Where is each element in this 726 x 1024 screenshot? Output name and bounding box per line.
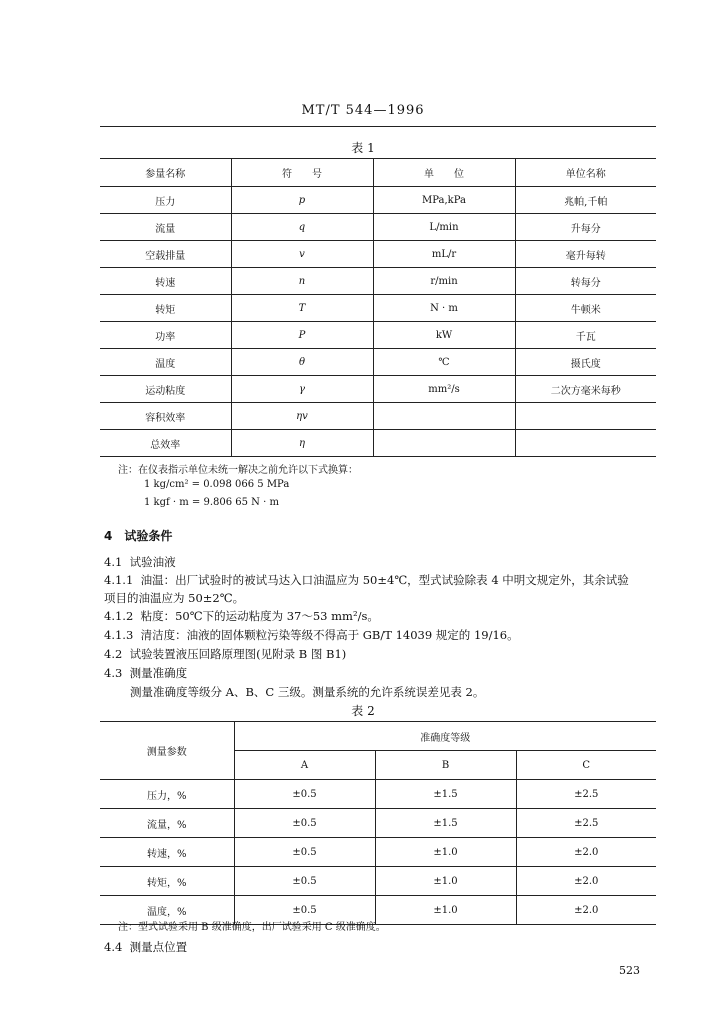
- clause-4-2: [104, 646, 346, 662]
- table-row: [100, 838, 656, 867]
- table1-header-row: [100, 159, 656, 187]
- table2-cell: ±1.0: [375, 867, 516, 896]
- clause-number: 4.4: [104, 940, 123, 954]
- table1-cell: ℃: [373, 349, 515, 376]
- table-row: [100, 214, 656, 241]
- table-row: [100, 780, 656, 809]
- header-rule: [100, 126, 656, 127]
- table1-cell: N · m: [373, 295, 515, 322]
- table1-cell: 运动粘度: [100, 376, 231, 403]
- table1-cell: 转每分: [515, 268, 656, 295]
- table1-cell: η: [231, 430, 373, 457]
- standard-code-header: MT/T 544—1996: [301, 103, 425, 118]
- table1-cell: MPa,kPa: [373, 187, 515, 214]
- table1-cell: [373, 430, 515, 457]
- clause-4-1-1-cont: 项目的油温应为 50±2℃。: [104, 591, 245, 605]
- table1-cell: 二次方毫米每秒: [515, 376, 656, 403]
- clause-number: 4.1.1: [104, 573, 134, 587]
- clause-text: 试验装置液压回路原理图(见附录 B 图 B1): [129, 647, 347, 661]
- table2-cell: ±1.0: [375, 896, 516, 925]
- table2: [100, 721, 656, 925]
- clause-text: 油温：出厂试验时的被试马达入口油温应为 50±4℃，型式试验除表 4 中明文规定外，其余试验: [140, 573, 629, 587]
- clause-text: 粘度：50℃下的运动粘度为 37～53 mm²/s。: [140, 609, 379, 623]
- page-number: 523: [619, 964, 640, 977]
- table1-header-cell: 符 号: [231, 159, 373, 187]
- table1-cell: [373, 403, 515, 430]
- table1-cell: 容积效率: [100, 403, 231, 430]
- table2-cell: ±2.5: [516, 809, 656, 838]
- table1-cell: 转速: [100, 268, 231, 295]
- clause-4-1-2: [104, 608, 379, 624]
- clause-text: 清洁度：油液的固体颗粒污染等级不得高于 GB/T 14039 规定的 19/16。: [140, 628, 519, 642]
- table2-cell: ±2.0: [516, 838, 656, 867]
- table2-cell: 压力，%: [100, 780, 234, 809]
- table1-cell: P: [231, 322, 373, 349]
- table2-cell: ±1.5: [375, 809, 516, 838]
- table2-cell: 温度，%: [100, 896, 234, 925]
- table2-cell: ±0.5: [234, 780, 375, 809]
- clause-number: 4.1.3: [104, 628, 134, 642]
- table-row: [100, 268, 656, 295]
- table1-cell: 毫升每转: [515, 241, 656, 268]
- table1-note: 注：在仪表指示单位未统一解决之前允许以下式换算：: [118, 465, 358, 476]
- table2-cell: 转矩，%: [100, 867, 234, 896]
- table-row: [100, 809, 656, 838]
- table1-cell: mm²/s: [373, 376, 515, 403]
- table2-cell: ±2.0: [516, 896, 656, 925]
- table1-cell: q: [231, 214, 373, 241]
- table-row: [100, 867, 656, 896]
- table1-cell: kW: [373, 322, 515, 349]
- table1-cell: 总效率: [100, 430, 231, 457]
- table-row: [100, 430, 656, 457]
- table1-cell: γ: [231, 376, 373, 403]
- clause-4-3-text: 测量准确度等级分 A、B、C 三级。测量系统的允许系统误差见表 2。: [130, 685, 485, 699]
- clause-4-1: [104, 554, 176, 570]
- table2-cell: ±2.5: [516, 780, 656, 809]
- table1-cell: 升每分: [515, 214, 656, 241]
- clause-4-3: [104, 665, 187, 681]
- table1-cell: v: [231, 241, 373, 268]
- table1-cell: 兆帕,千帕: [515, 187, 656, 214]
- table1-caption: 表 1: [351, 141, 375, 155]
- table1-cell: r/min: [373, 268, 515, 295]
- clause-4-1-1: [104, 572, 629, 588]
- clause-text: 测量准确度: [129, 666, 188, 680]
- clause-text: 试验油液: [129, 555, 176, 569]
- clause-number: 4.1: [104, 555, 123, 569]
- clause-number: 4.2: [104, 647, 123, 661]
- table2-caption: 表 2: [351, 704, 375, 718]
- table2-cell: ±0.5: [234, 838, 375, 867]
- table1-cell: p: [231, 187, 373, 214]
- table1-cell: θ: [231, 349, 373, 376]
- table1-cell: 转矩: [100, 295, 231, 322]
- clause-text: 测量点位置: [129, 940, 188, 954]
- table-row: [100, 349, 656, 376]
- table1-cell: 温度: [100, 349, 231, 376]
- table2-cell: ±2.0: [516, 867, 656, 896]
- table2-cell: ±0.5: [234, 809, 375, 838]
- clause-4-4: [104, 939, 187, 955]
- table1-cell: 压力: [100, 187, 231, 214]
- table2-level-header: C: [516, 751, 656, 780]
- table1-header-cell: 单位名称: [515, 159, 656, 187]
- table2-note: 注：型式试验采用 B 级准确度，出厂试验采用 C 级准确度。: [118, 922, 386, 933]
- table-row: [100, 241, 656, 268]
- table2-cell: ±1.0: [375, 838, 516, 867]
- table1-cell: 功率: [100, 322, 231, 349]
- table2-cell: 流量，%: [100, 809, 234, 838]
- table1-cell: n: [231, 268, 373, 295]
- table2-cell: ±0.5: [234, 867, 375, 896]
- table1-cell: 千瓦: [515, 322, 656, 349]
- clause-number: 4.1.2: [104, 609, 134, 623]
- table1-cell: [515, 430, 656, 457]
- table2-cell: 转速，%: [100, 838, 234, 867]
- table-row: [100, 295, 656, 322]
- table1-cell: mL/r: [373, 241, 515, 268]
- table2-level-header: B: [375, 751, 516, 780]
- table1-cell: ηv: [231, 403, 373, 430]
- section-heading: 4 试验条件: [104, 529, 173, 543]
- table2-cell: ±0.5: [234, 896, 375, 925]
- table1-header-cell: 单 位: [373, 159, 515, 187]
- table-row: [100, 187, 656, 214]
- table-row: [100, 403, 656, 430]
- table1-cell: 牛顿米: [515, 295, 656, 322]
- table2-group-header: 准确度等级: [234, 722, 656, 751]
- table2-level-header: A: [234, 751, 375, 780]
- clause-4-1-3: [104, 627, 519, 643]
- table1: [100, 158, 656, 457]
- clause-number: 4.3: [104, 666, 123, 680]
- table1-cell: 摄氏度: [515, 349, 656, 376]
- table-row: [100, 322, 656, 349]
- table1-cell: 空载排量: [100, 241, 231, 268]
- table2-param-header: 测量参数: [100, 722, 234, 780]
- table1-cell: L/min: [373, 214, 515, 241]
- table1-note-formula: 1 kg/cm² = 0.098 066 5 MPa: [144, 479, 290, 490]
- table1-cell: 流量: [100, 214, 231, 241]
- table-row: [100, 376, 656, 403]
- table1-cell: T: [231, 295, 373, 322]
- table1-note-formula: 1 kgf · m = 9.806 65 N · m: [144, 497, 279, 508]
- table1-header-cell: 参量名称: [100, 159, 231, 187]
- table1-cell: [515, 403, 656, 430]
- table2-cell: ±1.5: [375, 780, 516, 809]
